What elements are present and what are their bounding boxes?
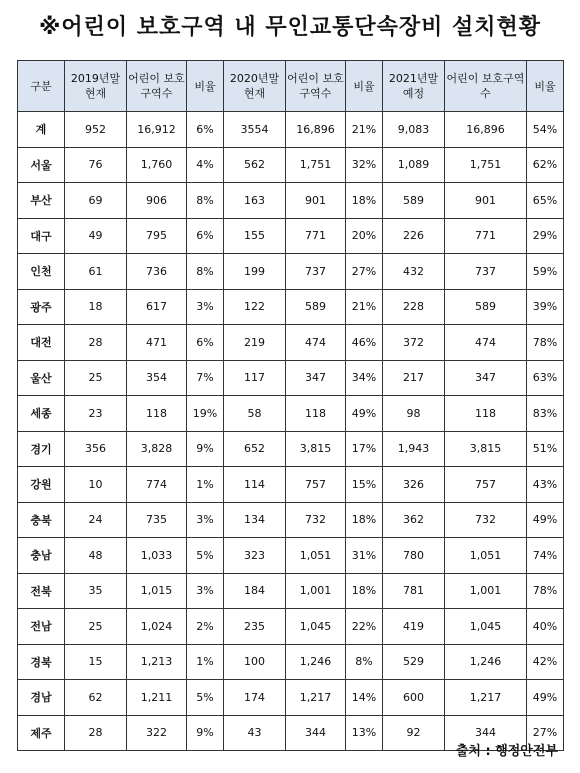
value-cell: 14% (346, 680, 383, 716)
value-cell: 652 (224, 431, 286, 467)
value-cell: 1,943 (383, 431, 445, 467)
value-cell: 757 (445, 467, 527, 503)
value-cell: 1,246 (286, 644, 346, 680)
value-cell: 118 (445, 396, 527, 432)
value-cell: 16,896 (286, 112, 346, 148)
value-cell: 757 (286, 467, 346, 503)
value-cell: 58 (224, 396, 286, 432)
table-row (18, 680, 564, 716)
value-cell: 25 (65, 360, 127, 396)
table-row (18, 183, 564, 219)
value-cell: 7% (187, 360, 224, 396)
region-cell: 부산 (18, 183, 65, 219)
value-cell: 1,024 (127, 609, 187, 645)
value-cell: 155 (224, 218, 286, 254)
value-cell: 474 (286, 325, 346, 361)
value-cell: 1,217 (445, 680, 527, 716)
value-cell: 43 (224, 715, 286, 751)
value-cell: 736 (127, 254, 187, 290)
value-cell: 65% (527, 183, 564, 219)
table-row (18, 502, 564, 538)
value-cell: 3,815 (286, 431, 346, 467)
value-cell: 83% (527, 396, 564, 432)
region-cell: 충북 (18, 502, 65, 538)
region-cell: 대전 (18, 325, 65, 361)
column-header: 어린이 보호구역수 (445, 61, 527, 112)
value-cell: 217 (383, 360, 445, 396)
table-row (18, 218, 564, 254)
table-row (18, 289, 564, 325)
value-cell: 1,089 (383, 147, 445, 183)
value-cell: 235 (224, 609, 286, 645)
value-cell: 344 (445, 715, 527, 751)
value-cell: 29% (527, 218, 564, 254)
value-cell: 1,015 (127, 573, 187, 609)
value-cell: 49 (65, 218, 127, 254)
value-cell: 21% (346, 112, 383, 148)
value-cell: 78% (527, 325, 564, 361)
value-cell: 362 (383, 502, 445, 538)
value-cell: 18 (65, 289, 127, 325)
region-cell: 광주 (18, 289, 65, 325)
value-cell: 1% (187, 467, 224, 503)
value-cell: 737 (286, 254, 346, 290)
table-row (18, 538, 564, 574)
value-cell: 1,045 (286, 609, 346, 645)
value-cell: 781 (383, 573, 445, 609)
value-cell: 600 (383, 680, 445, 716)
column-header: 비율 (187, 61, 224, 112)
value-cell: 1,751 (286, 147, 346, 183)
value-cell: 471 (127, 325, 187, 361)
table-row (18, 112, 564, 148)
value-cell: 49% (346, 396, 383, 432)
value-cell: 1,217 (286, 680, 346, 716)
value-cell: 3,828 (127, 431, 187, 467)
table-row (18, 644, 564, 680)
region-cell: 전북 (18, 573, 65, 609)
value-cell: 118 (286, 396, 346, 432)
value-cell: 48 (65, 538, 127, 574)
value-cell: 40% (527, 609, 564, 645)
value-cell: 1,211 (127, 680, 187, 716)
value-cell: 419 (383, 609, 445, 645)
value-cell: 10 (65, 467, 127, 503)
value-cell: 529 (383, 644, 445, 680)
value-cell: 49% (527, 502, 564, 538)
value-cell: 15 (65, 644, 127, 680)
value-cell: 1,051 (286, 538, 346, 574)
value-cell: 18% (346, 183, 383, 219)
value-cell: 21% (346, 289, 383, 325)
region-cell: 제주 (18, 715, 65, 751)
value-cell: 19% (187, 396, 224, 432)
value-cell: 100 (224, 644, 286, 680)
column-header: 비율 (527, 61, 564, 112)
value-cell: 17% (346, 431, 383, 467)
value-cell: 3% (187, 289, 224, 325)
value-cell: 39% (527, 289, 564, 325)
value-cell: 617 (127, 289, 187, 325)
value-cell: 76 (65, 147, 127, 183)
table-body (18, 112, 564, 751)
value-cell: 8% (187, 183, 224, 219)
region-cell: 인천 (18, 254, 65, 290)
value-cell: 1,246 (445, 644, 527, 680)
value-cell: 735 (127, 502, 187, 538)
region-cell: 경남 (18, 680, 65, 716)
value-cell: 3,815 (445, 431, 527, 467)
value-cell: 54% (527, 112, 564, 148)
value-cell: 589 (383, 183, 445, 219)
column-header: 구분 (18, 61, 65, 112)
value-cell: 952 (65, 112, 127, 148)
region-cell: 울산 (18, 360, 65, 396)
column-header: 어린이 보호구역수 (127, 61, 187, 112)
table-row (18, 254, 564, 290)
value-cell: 24 (65, 502, 127, 538)
value-cell: 732 (445, 502, 527, 538)
value-cell: 774 (127, 467, 187, 503)
value-cell: 1,051 (445, 538, 527, 574)
value-cell: 589 (286, 289, 346, 325)
header-row (18, 61, 564, 112)
value-cell: 28 (65, 325, 127, 361)
column-header: 어린이 보호구역수 (286, 61, 346, 112)
region-cell: 경기 (18, 431, 65, 467)
value-cell: 22% (346, 609, 383, 645)
value-cell: 118 (127, 396, 187, 432)
value-cell: 43% (527, 467, 564, 503)
value-cell: 732 (286, 502, 346, 538)
value-cell: 6% (187, 112, 224, 148)
value-cell: 562 (224, 147, 286, 183)
value-cell: 354 (127, 360, 187, 396)
value-cell: 323 (224, 538, 286, 574)
value-cell: 15% (346, 467, 383, 503)
value-cell: 780 (383, 538, 445, 574)
column-header: 2019년말 현재 (65, 61, 127, 112)
value-cell: 6% (187, 218, 224, 254)
value-cell: 589 (445, 289, 527, 325)
table-row (18, 396, 564, 432)
value-cell: 199 (224, 254, 286, 290)
value-cell: 356 (65, 431, 127, 467)
region-cell: 계 (18, 112, 65, 148)
value-cell: 2% (187, 609, 224, 645)
value-cell: 62% (527, 147, 564, 183)
value-cell: 34% (346, 360, 383, 396)
value-cell: 771 (445, 218, 527, 254)
page-title: ※어린이 보호구역 내 무인교통단속장비 설치현황 (38, 15, 542, 40)
value-cell: 1,045 (445, 609, 527, 645)
value-cell: 117 (224, 360, 286, 396)
value-cell: 432 (383, 254, 445, 290)
region-cell: 경북 (18, 644, 65, 680)
value-cell: 1,033 (127, 538, 187, 574)
value-cell: 9% (187, 715, 224, 751)
value-cell: 62 (65, 680, 127, 716)
value-cell: 322 (127, 715, 187, 751)
value-cell: 25 (65, 609, 127, 645)
value-cell: 8% (346, 644, 383, 680)
value-cell: 9% (187, 431, 224, 467)
value-cell: 8% (187, 254, 224, 290)
value-cell: 9,083 (383, 112, 445, 148)
value-cell: 1% (187, 644, 224, 680)
value-cell: 69 (65, 183, 127, 219)
region-cell: 전남 (18, 609, 65, 645)
value-cell: 5% (187, 680, 224, 716)
value-cell: 63% (527, 360, 564, 396)
column-header: 비율 (346, 61, 383, 112)
region-cell: 충남 (18, 538, 65, 574)
value-cell: 4% (187, 147, 224, 183)
value-cell: 906 (127, 183, 187, 219)
value-cell: 114 (224, 467, 286, 503)
value-cell: 35 (65, 573, 127, 609)
data-table (17, 60, 564, 751)
value-cell: 16,912 (127, 112, 187, 148)
column-header: 2020년말 현재 (224, 61, 286, 112)
value-cell: 16,896 (445, 112, 527, 148)
value-cell: 92 (383, 715, 445, 751)
value-cell: 18% (346, 502, 383, 538)
region-cell: 강원 (18, 467, 65, 503)
value-cell: 6% (187, 325, 224, 361)
value-cell: 737 (445, 254, 527, 290)
value-cell: 122 (224, 289, 286, 325)
value-cell: 98 (383, 396, 445, 432)
value-cell: 31% (346, 538, 383, 574)
value-cell: 51% (527, 431, 564, 467)
value-cell: 18% (346, 573, 383, 609)
value-cell: 184 (224, 573, 286, 609)
value-cell: 46% (346, 325, 383, 361)
value-cell: 474 (445, 325, 527, 361)
value-cell: 3% (187, 502, 224, 538)
value-cell: 174 (224, 680, 286, 716)
table-row (18, 325, 564, 361)
value-cell: 347 (286, 360, 346, 396)
value-cell: 134 (224, 502, 286, 538)
value-cell: 23 (65, 396, 127, 432)
value-cell: 78% (527, 573, 564, 609)
region-cell: 서울 (18, 147, 65, 183)
value-cell: 347 (445, 360, 527, 396)
value-cell: 344 (286, 715, 346, 751)
table-row (18, 609, 564, 645)
table-row (18, 147, 564, 183)
value-cell: 228 (383, 289, 445, 325)
value-cell: 1,001 (286, 573, 346, 609)
value-cell: 795 (127, 218, 187, 254)
value-cell: 59% (527, 254, 564, 290)
value-cell: 1,760 (127, 147, 187, 183)
value-cell: 226 (383, 218, 445, 254)
region-cell: 대구 (18, 218, 65, 254)
value-cell: 771 (286, 218, 346, 254)
value-cell: 61 (65, 254, 127, 290)
table-row (18, 431, 564, 467)
value-cell: 13% (346, 715, 383, 751)
source-note: 출처 : 행정안전부 (455, 744, 558, 759)
value-cell: 219 (224, 325, 286, 361)
value-cell: 901 (286, 183, 346, 219)
value-cell: 1,751 (445, 147, 527, 183)
table-row (18, 360, 564, 396)
value-cell: 74% (527, 538, 564, 574)
region-cell: 세종 (18, 396, 65, 432)
table-row (18, 573, 564, 609)
value-cell: 163 (224, 183, 286, 219)
value-cell: 27% (346, 254, 383, 290)
value-cell: 28 (65, 715, 127, 751)
value-cell: 27% (527, 715, 564, 751)
value-cell: 5% (187, 538, 224, 574)
value-cell: 20% (346, 218, 383, 254)
value-cell: 42% (527, 644, 564, 680)
value-cell: 326 (383, 467, 445, 503)
value-cell: 3554 (224, 112, 286, 148)
value-cell: 3% (187, 573, 224, 609)
table-row (18, 467, 564, 503)
value-cell: 32% (346, 147, 383, 183)
value-cell: 901 (445, 183, 527, 219)
value-cell: 372 (383, 325, 445, 361)
value-cell: 1,213 (127, 644, 187, 680)
column-header: 2021년말 예정 (383, 61, 445, 112)
value-cell: 1,001 (445, 573, 527, 609)
value-cell: 49% (527, 680, 564, 716)
